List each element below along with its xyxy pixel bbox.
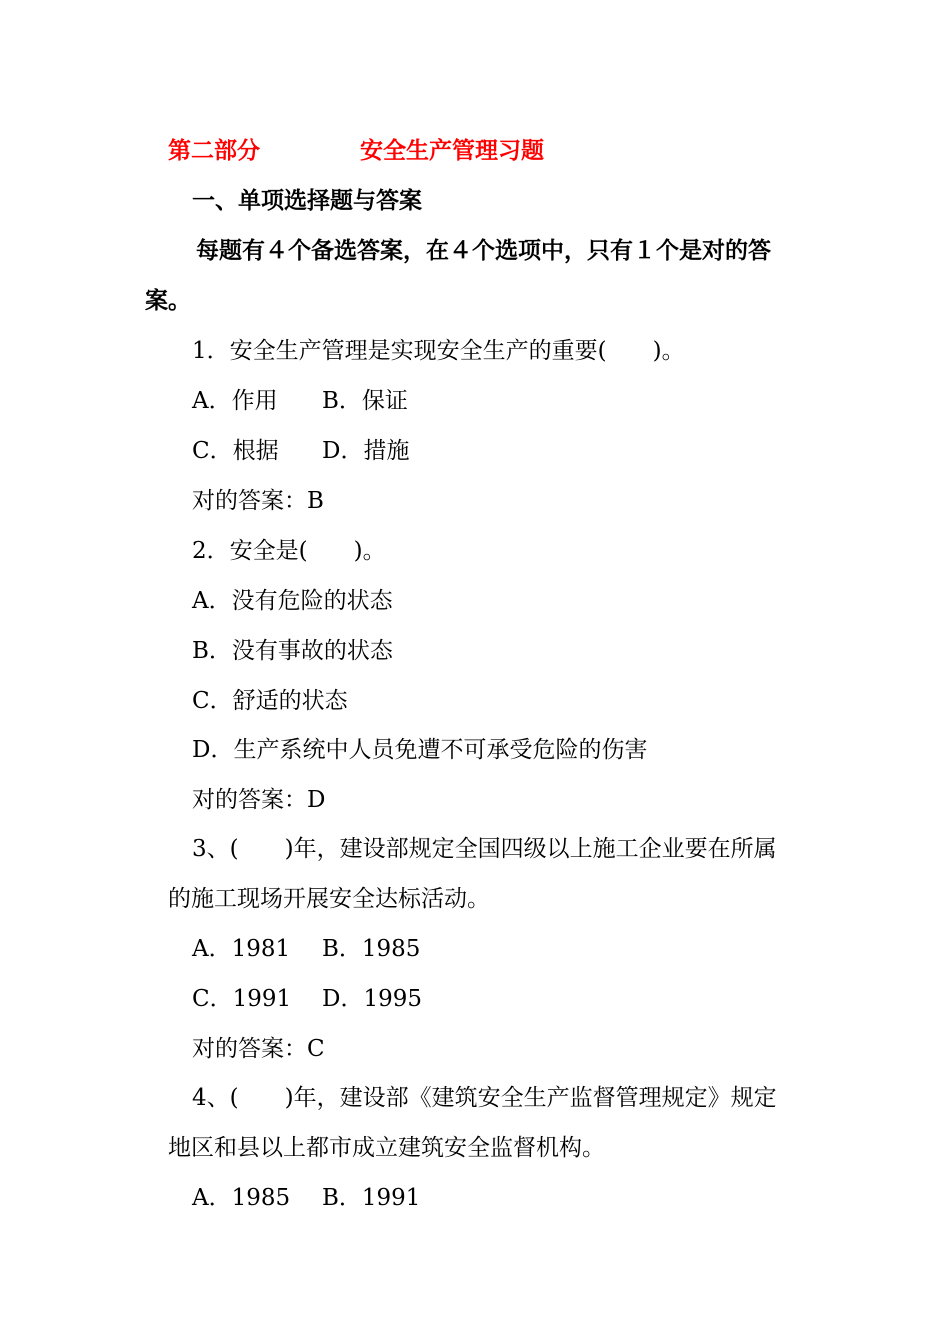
option-row	[192, 934, 592, 964]
option: B．1991	[322, 1185, 421, 1211]
option: B．保证	[322, 388, 408, 414]
option: C．舒适的状态	[192, 688, 348, 714]
option-row	[192, 984, 592, 1014]
option-row	[192, 386, 592, 416]
option: D．措施	[322, 438, 410, 464]
question-stem: 2．安全是( )。	[192, 538, 386, 564]
question-stem: 1．安全生产管理是实现安全生产的重要( )。	[192, 338, 685, 364]
option: D．生产系统中人员免遭不可承受危险的伤害	[192, 737, 648, 763]
option: A．作用	[192, 388, 278, 414]
answer-line: 对的答案：D	[192, 787, 326, 813]
option-row	[192, 1183, 592, 1213]
section-intro-line-1: 每题有４个备选答案，在４个选项中，只有１个是对的答	[196, 237, 771, 264]
section-heading: 一、单项选择题与答案	[192, 187, 422, 214]
question-stem-continued: 的施工现场开展安全达标活动。	[168, 886, 490, 912]
section-intro-line-2: 案。	[145, 287, 191, 314]
option: A．1985	[192, 1185, 291, 1211]
option: B．1985	[322, 936, 421, 962]
option: B．没有事故的状态	[192, 638, 393, 664]
option: A．没有危险的状态	[192, 588, 393, 614]
answer-line: 对的答案：C	[192, 1036, 325, 1062]
answer-line: 对的答案：B	[192, 488, 324, 514]
question-stem-continued: 地区和县以上都市成立建筑安全监督机构。	[168, 1135, 605, 1161]
option: D．1995	[322, 986, 422, 1012]
part-label: 第二部分	[168, 137, 260, 164]
option: C．1991	[192, 986, 292, 1012]
page-title: 安全生产管理习题	[360, 137, 544, 164]
question-stem: 3、( )年，建设部规定全国四级以上施工企业要在所属	[192, 836, 777, 862]
option-row	[192, 436, 592, 466]
option: C．根据	[192, 438, 279, 464]
option: A．1981	[192, 936, 291, 962]
question-stem: 4、( )年，建设部《建筑安全生产监督管理规定》规定	[192, 1085, 777, 1111]
